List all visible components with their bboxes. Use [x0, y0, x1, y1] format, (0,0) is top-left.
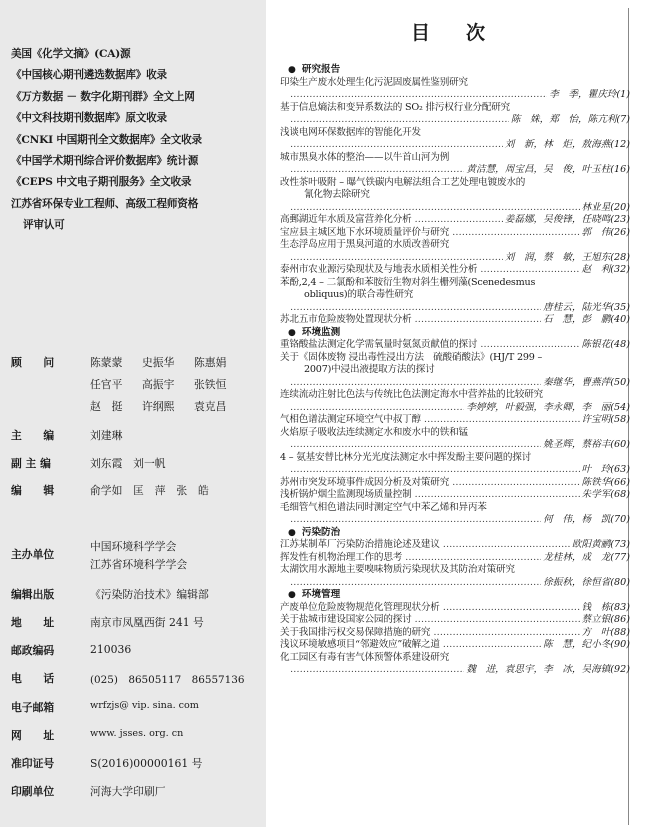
toc-entry[interactable] [280, 214, 630, 227]
article-title: 关于我国排污权交易保障措施的研究 [280, 626, 431, 638]
printer-row [11, 784, 265, 799]
editors-value: 俞学如 匡 萍 张 皓 [90, 484, 209, 497]
article-authors: 叶 玲(63) [581, 464, 630, 475]
advisor-name: 陈惠娟 [194, 356, 227, 369]
toc-entry[interactable] [280, 639, 630, 652]
article-title: 太湖饮用水源地主要嗅味物质污染现状及其防治对策研究 [280, 564, 515, 575]
leader-dots [412, 214, 503, 227]
article-authors: 林业星(20) [581, 201, 630, 213]
advisor-name: 袁克昌 [194, 400, 227, 413]
toc-entry[interactable] [280, 627, 630, 640]
phone-label: 电 话 [11, 672, 55, 685]
website-row [11, 728, 265, 743]
toc-entry[interactable] [280, 352, 630, 390]
article-title: 城市黑臭水体的整治——以牛首山河为例 [280, 151, 450, 163]
article-title: 浅析锅炉烟尘监测现场质量控制 [280, 489, 412, 500]
indexing-entry: 《中国学术期刊综合评价数据库》统计源 [11, 155, 199, 168]
toc-entry[interactable] [280, 264, 630, 277]
chief-editor-value: 刘建琳 [90, 429, 123, 442]
indexing-entry: 评审认可 [23, 219, 65, 232]
leader-dots [280, 402, 464, 415]
leader-dots [280, 89, 547, 102]
address-value: 南京市凤凰西街 241 号 [90, 616, 204, 629]
toc-entry[interactable] [280, 339, 630, 352]
toc-entry[interactable] [280, 77, 630, 102]
permit-label: 准印证号 [11, 757, 55, 770]
article-title: 产废单位危险废物规范化管理现状分析 [280, 601, 440, 613]
article-title: 江苏某制革厂污染防治措施论述及建议 [280, 539, 440, 550]
indexing-entry: 《中国核心期刊遴选数据库》收录 [11, 69, 167, 82]
toc-section-heading: ● 环境监测 [280, 327, 630, 340]
leader-dots [280, 464, 580, 477]
toc-entry[interactable] [280, 564, 630, 589]
leader-dots [412, 614, 580, 627]
sponsor-row [11, 538, 265, 574]
toc-list [280, 64, 630, 677]
sponsor-1: 中国环境科学学会 [90, 540, 177, 553]
leader-dots [280, 664, 464, 677]
indexing-entry: 美国《化学文摘》(CA)源 [11, 48, 131, 60]
article-authors: 陈 姝，郑 怡，陈亢利(7) [510, 114, 630, 125]
article-authors: 陈 慧，纪小冬(90) [543, 639, 630, 650]
indexing-entry: 《万方数据 － 数字化期刊群》全文上网 [11, 90, 195, 103]
article-authors: 姜磊娜，吴俊锋，任晓鸣(23) [504, 214, 630, 225]
toc-title: 目次 [410, 22, 521, 44]
leader-dots [280, 514, 541, 527]
article-title: 挥发性有机物治理工作的思考 [280, 551, 403, 563]
leader-dots [477, 339, 579, 352]
article-authors: 陈银花(48) [581, 339, 630, 350]
table-of-contents [268, 0, 645, 827]
address-row [11, 615, 265, 630]
advisors-label: 顾 问 [11, 356, 55, 369]
leader-dots [280, 252, 503, 265]
leader-dots [280, 114, 509, 127]
toc-entry[interactable] [280, 414, 630, 427]
leader-dots [280, 439, 541, 452]
leader-dots [280, 302, 541, 315]
postcode-label: 邮政编码 [11, 644, 55, 657]
article-authors: 方 叶(88) [581, 626, 630, 638]
toc-entry[interactable] [280, 389, 630, 414]
leader-dots [412, 314, 542, 327]
phone-row [11, 671, 265, 686]
leader-dots [412, 489, 580, 502]
article-authors: 唐桂云，陆光华(35) [543, 301, 630, 313]
article-authors: 赵 利(32) [581, 264, 630, 275]
leader-dots [280, 139, 503, 152]
leader-dots [280, 377, 541, 390]
postcode-value: 210036 [90, 643, 132, 656]
article-title: 关于《固体废物 浸出毒性浸出方法 硫酸硝酸法》(HJ/T 299 – [280, 351, 543, 363]
printer-label: 印刷单位 [11, 785, 55, 798]
article-title: 苏州市突发环境事件成因分析及对策研究 [280, 476, 450, 488]
address-label: 地 址 [11, 616, 55, 629]
article-title: 氰化物去除研究 [304, 189, 370, 200]
article-title: 宝应县主城区地下水环境质量评价与研究 [280, 226, 450, 238]
article-title: 生态浮岛应用于黑臭河道的水质改善研究 [280, 239, 450, 250]
article-authors: 郭 伟(26) [581, 226, 630, 238]
advisors-block [11, 352, 265, 418]
toc-entry[interactable] [280, 227, 630, 240]
leader-dots [449, 477, 579, 490]
article-authors: 何 伟，杨 凯(70) [543, 514, 630, 525]
article-title: 浅谈电网环保数据库的智能化开发 [280, 126, 421, 138]
toc-entry[interactable] [280, 539, 630, 552]
deputy-editor-row [11, 456, 265, 471]
toc-entry[interactable] [280, 152, 630, 177]
article-title: obliquus)的联合毒性研究 [304, 289, 414, 300]
leader-dots [421, 414, 580, 427]
website-value: www. jsses. org. cn [90, 728, 184, 739]
website-label: 网 址 [11, 729, 55, 742]
toc-entry[interactable] [280, 239, 630, 264]
toc-entry[interactable] [280, 427, 630, 452]
chief-editor-row [11, 428, 265, 443]
article-authors: 陈铁华(66) [581, 476, 630, 488]
permit-row [11, 756, 265, 771]
article-title: 改性茶叶吸附 – 曝气铁碳内电解法组合工艺处理电镀废水的 [280, 176, 526, 188]
editors-row [11, 483, 265, 498]
advisors-grid [90, 352, 246, 418]
article-title: 4 – 氨基安替比林分光光度法测定水中挥发酚主要问题的探讨 [280, 451, 532, 463]
sponsor-label: 主办单位 [11, 548, 55, 561]
toc-entry[interactable] [280, 277, 630, 315]
toc-section-heading: ● 污染防治 [280, 527, 630, 540]
article-title: 重铬酸盐法测定化学需氧量时氨氮贡献值的探讨 [280, 339, 478, 350]
leader-dots [440, 639, 541, 652]
indexing-entry: 《中文科技期刊数据库》原文收录 [11, 112, 167, 125]
toc-entry[interactable] [280, 602, 630, 615]
article-title: 印染生产废水处理生化污泥固废属性鉴别研究 [280, 76, 468, 88]
deputy-editor-label: 副 主 编 [11, 457, 51, 470]
article-authors: 李 季，瞿庆玲(1) [549, 89, 630, 100]
advisor-name: 高振宇 [142, 378, 175, 391]
article-title: 气相色谱法测定环境空气中叔丁醇 [280, 414, 421, 425]
article-authors: 朱学军(68) [581, 489, 630, 500]
publisher-row [11, 587, 265, 602]
article-title: 浅议环境敏感项目“邻避效应”破解之道 [280, 639, 440, 650]
leader-dots [402, 552, 541, 565]
leader-dots [440, 602, 580, 615]
article-authors: 黄洁慧，周宝昌，吴 俊，叶玉柱(16) [466, 164, 630, 175]
article-authors: 钱 栋(83) [581, 601, 630, 613]
chief-editor-label: 主 编 [11, 429, 55, 442]
toc-entry[interactable] [280, 652, 630, 677]
toc-entry[interactable] [280, 614, 630, 627]
article-title: 毛细管气相色谱法同时测定空气中苯乙烯和异丙苯 [280, 501, 487, 513]
article-title: 2007)中浸出液提取方法的探讨 [304, 364, 435, 375]
article-authors: 秦继华，曹燕萍(50) [543, 376, 630, 388]
toc-entry[interactable] [280, 552, 630, 565]
article-title: 高郵湖近年水质及富营养化分析 [280, 214, 412, 225]
permit-value: S(2016)00000161 号 [90, 757, 203, 770]
indexing-entry: 江苏省环保专业工程师、高级工程师资格 [11, 197, 199, 210]
phone-value: (025) 86505117 86557136 [90, 674, 245, 686]
indexing-list [11, 44, 261, 237]
toc-entry[interactable] [280, 477, 630, 490]
article-authors: 李婷婷，叶毅强，李永卿，李 丽(54) [466, 401, 630, 413]
article-authors: 刘 新，林 炬，敖海燕(12) [504, 139, 630, 150]
leader-dots [449, 227, 579, 240]
leader-dots [440, 539, 570, 552]
article-title: 化工园区有毒有害气体预警体系建设研究 [280, 651, 450, 663]
advisor-name: 陈蒙蒙 [90, 356, 123, 369]
article-authors: 许宝明(58) [581, 414, 630, 425]
sponsor-2: 江苏省环境科学学会 [90, 558, 188, 571]
toc-section-heading: ● 研究报告 [280, 64, 630, 77]
editors-label: 编 辑 [11, 484, 55, 497]
article-authors: 刘 润，蔡 敏，王旭东(28) [504, 251, 630, 263]
printer-value: 河海大学印刷厂 [90, 785, 166, 798]
sponsor-values [90, 538, 265, 574]
toc-entry[interactable] [280, 127, 630, 152]
article-authors: 魏 进，袁思宇，李 冰，吴海镇(92) [466, 664, 630, 675]
email-value: wrfzjs@ vip. sina. com [90, 700, 199, 711]
article-authors: 石 慧，彭 鹏(40) [543, 314, 630, 325]
article-title: 苯酚,2,4 – 二氯酚和苯胺衍生物对斜生栅列藻(Scenedesmus [280, 276, 536, 288]
indexing-entry: 《CNKI 中国期刊全文数据库》全文收录 [11, 133, 202, 146]
advisor-name: 张铁恒 [194, 378, 227, 391]
leader-dots [477, 264, 579, 277]
leader-dots [430, 627, 579, 640]
advisor-name: 赵 挺 [90, 400, 123, 413]
email-row [11, 700, 265, 715]
deputy-editor-value: 刘东霞 刘一帆 [90, 457, 166, 470]
article-authors: 欧阳黄鹂(73) [571, 539, 630, 550]
leader-dots [280, 577, 541, 590]
article-title: 关于盐城市建设国家公园的探讨 [280, 614, 412, 625]
toc-entry[interactable] [280, 102, 630, 127]
article-title: 苏北五市危险废物处置现状分析 [280, 314, 412, 325]
publisher-value: 《污染防治技术》编辑部 [90, 588, 209, 601]
article-title: 连续流动注射比色法与传统比色法测定海水中营养盐的比较研究 [280, 389, 544, 400]
postcode-row [11, 643, 265, 658]
leader-dots [280, 164, 464, 177]
toc-entry[interactable] [280, 452, 630, 477]
article-title: 火焰原子吸收法连续测定水和废水中的铁和锰 [280, 426, 468, 438]
toc-entry[interactable] [280, 489, 630, 502]
advisor-name: 史振华 [142, 356, 175, 369]
article-authors: 蔡立银(86) [581, 614, 630, 625]
advisor-name: 任官平 [90, 378, 123, 391]
article-title: 泰州市农业源污染现状及与地表水质相关性分析 [280, 264, 478, 275]
article-authors: 徐振秋，徐恒省(80) [543, 576, 630, 588]
toc-section-heading: ● 环境管理 [280, 589, 630, 602]
email-label: 电子邮箱 [11, 701, 55, 714]
indexing-entry: 《CEPS 中文电子期刊服务》全文收录 [11, 176, 192, 189]
left-info-panel [0, 0, 266, 827]
article-authors: 姚圣辉，蔡裕丰(60) [543, 439, 630, 450]
publisher-label: 编辑出版 [11, 588, 55, 601]
toc-entry[interactable] [280, 314, 630, 327]
leader-dots [280, 202, 580, 215]
advisor-name: 许纲熙 [142, 400, 175, 413]
article-authors: 龙桂林，成 龙(77) [543, 551, 630, 563]
toc-entry[interactable] [280, 177, 630, 215]
article-title: 基于信息熵法和变异系数法的 SO₂ 排污权行业分配研究 [280, 101, 511, 113]
toc-entry[interactable] [280, 502, 630, 527]
